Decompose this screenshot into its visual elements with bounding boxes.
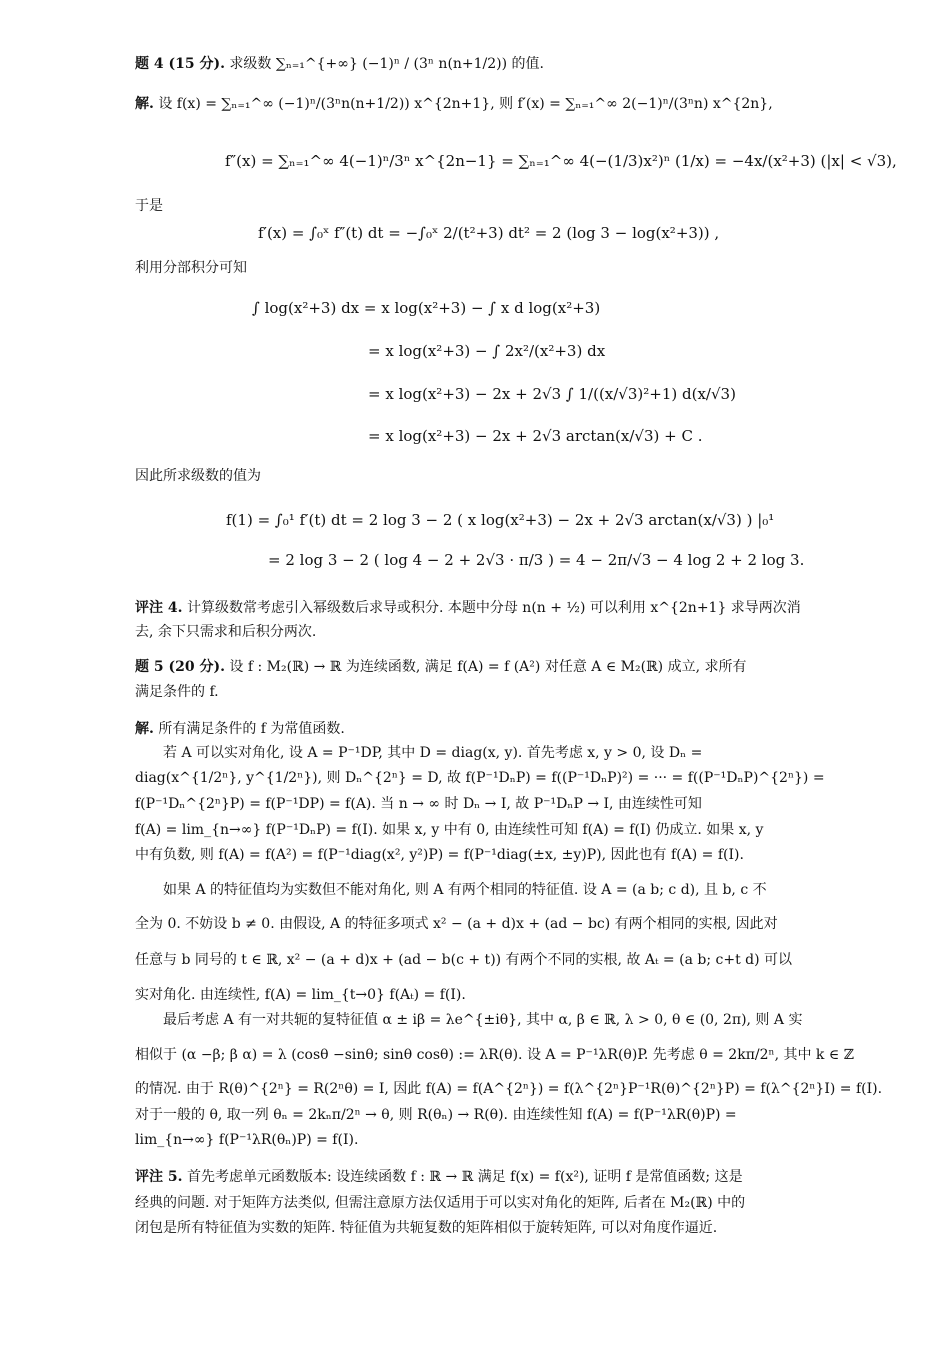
solution-5-l3: f(P⁻¹Dₙ^{2ⁿ}P) = f(P⁻¹DP) = f(A). 当 n → ∞ 时 Dₙ → I, 故 P⁻¹DₙP → I, 由连续性可知 [135,796,702,812]
text-yushi: 于是 [135,198,163,214]
problem-5-line1 [135,657,825,677]
solution-5-intro [135,719,825,739]
solution-5-l1: 若 A 可以实对角化, 设 A = P⁻¹DP, 其中 D = diag(x, y). 首先考虑 x, y > 0, 设 Dₙ = [163,745,703,761]
remark-5-heading: 评注 5. [135,1169,183,1185]
remark-4-line1 [135,598,825,618]
problem-4 [135,54,825,74]
equation-f1-a: f(1) = ∫₀¹ f′(t) dt = 2 log 3 − 2 ( x log(x²+3) − 2x + 2√3 arctan(x/√3) ) |₀¹ [226,511,775,529]
remark-5-line1 [135,1167,825,1187]
solution-5-l12: 的情况. 由于 R(θ)^{2ⁿ} = R(2ⁿθ) = I, 因此 f(A) = f(A^{2ⁿ}) = f(λ^{2ⁿ}P⁻¹R(θ)^{2ⁿ}P) = f(λ^{2ⁿ}I) = f(I). [135,1081,883,1097]
remark-5-line3: 闭包是所有特征值为实数的矩阵. 特征值为共轭复数的矩阵相似于旋转矩阵, 可以对角度作逼近. [135,1220,718,1236]
problem-4-statement: 求级数 ∑ₙ₌₁^{+∞} (−1)ⁿ / (3ⁿ n(n+1/2)) 的值. [229,56,545,72]
solution-5-l9: 实对角化. 由连续性, f(A) = lim_{t→0} f(Aₜ) = f(I). [135,987,466,1003]
solution-5-l2: diag(x^{1/2ⁿ}, y^{1/2ⁿ}), 则 Dₙ^{2ⁿ} = D, 故 f(P⁻¹DₙP) = f((P⁻¹DₙP)²) = ··· = f((P⁻¹DₙP)^{2ⁿ}) = [135,770,825,786]
remark-5-text1: 首先考虑单元函数版本: 设连续函数 f : ℝ → ℝ 满足 f(x) = f(x²), 证明 f 是常值函数; 这是 [186,1169,743,1185]
solution-5-l10: 最后考虑 A 有一对共轭的复特征值 α ± iβ = λe^{±iθ}, 其中 α, β ∈ ℝ, λ > 0, θ ∈ (0, 2π), 则 A 实 [163,1012,803,1028]
solution-5-l8: 任意与 b 同号的 t ∈ ℝ, x² − (a + d)x + (ad − b(c + t)) 有两个不同的实根, 故 Aₜ = (a b; c+t d) 可以 [135,952,793,968]
text-therefore: 因此所求级数的值为 [135,468,261,484]
equation-f-double-prime: f″(x) = ∑ₙ₌₁^∞ 4(−1)ⁿ/3ⁿ x^{2n−1} = ∑ₙ₌₁^∞ 4(−(1/3)x²)ⁿ (1/x) = −4x/(x²+3) (|x| < √3), [225,152,897,170]
solution-5-l11: 相似于 (α −β; β α) = λ (cosθ −sinθ; sinθ cosθ) := λR(θ). 设 A = P⁻¹λR(θ)P. 先考虑 θ = 2kπ/2ⁿ, 其中 k ∈ ℤ [135,1047,854,1063]
solution-4-heading: 解. [135,96,154,112]
solution-5-conclusion: 所有满足条件的 f 为常值函数. [158,721,345,737]
text-integration-by-parts: 利用分部积分可知 [135,260,247,276]
remark-4-line2: 去, 余下只需求和后积分两次. [135,624,317,640]
solution-5-l4: f(A) = lim_{n→∞} f(P⁻¹DₙP) = f(I). 如果 x, y 中有 0, 由连续性可知 f(A) = f(I) 仍成立. 如果 x, y [135,822,764,838]
solution-4-line1: 设 f(x) = ∑ₙ₌₁^∞ (−1)ⁿ/(3ⁿn(n+1/2)) x^{2n+1}, 则 f′(x) = ∑ₙ₌₁^∞ 2(−1)ⁿ/(3ⁿn) x^{2n}, [158,96,773,112]
remark-4-heading: 评注 4. [135,600,183,616]
problem-5-heading: 题 5 (20 分). [135,659,225,675]
solution-5-l5: 中有负数, 则 f(A) = f(A²) = f(P⁻¹diag(x², y²)P) = f(P⁻¹diag(±x, ±y)P), 因此也有 f(A) = f(I). [135,847,744,863]
equation-ibp-2: = x log(x²+3) − ∫ 2x²/(x²+3) dx [368,342,606,360]
problem-5-text1: 设 f : M₂(ℝ) → ℝ 为连续函数, 满足 f(A) = f (A²) 对任意 A ∈ M₂(ℝ) 成立, 求所有 [229,659,747,675]
equation-ibp-1: ∫ log(x²+3) dx = x log(x²+3) − ∫ x d log(x²+3) [252,299,601,317]
problem-5-line2: 满足条件的 f. [135,684,219,700]
equation-f-prime: f′(x) = ∫₀ˣ f″(t) dt = −∫₀ˣ 2/(t²+3) dt² = 2 (log 3 − log(x²+3)) , [258,224,720,242]
problem-4-heading: 题 4 (15 分). [135,56,225,72]
equation-ibp-3: = x log(x²+3) − 2x + 2√3 ∫ 1/((x/√3)²+1) d(x/√3) [368,385,736,403]
solution-5-l6: 如果 A 的特征值均为实数但不能对角化, 则 A 有两个相同的特征值. 设 A = (a b; c d), 且 b, c 不 [163,882,767,898]
solution-5-l14: lim_{n→∞} f(P⁻¹λR(θₙ)P) = f(I). [135,1132,359,1148]
solution-5-heading: 解. [135,721,154,737]
equation-ibp-4: = x log(x²+3) − 2x + 2√3 arctan(x/√3) + C . [368,427,703,445]
equation-f1-b: = 2 log 3 − 2 ( log 4 − 2 + 2√3 · π/3 ) = 4 − 2π/√3 − 4 log 2 + 2 log 3. [268,551,805,569]
solution-5-l7: 全为 0. 不妨设 b ≠ 0. 由假设, A 的特征多项式 x² − (a + d)x + (ad − bc) 有两个相同的实根, 因此对 [135,916,778,932]
solution-4-intro [135,94,825,114]
remark-4-text1: 计算级数常考虑引入幂级数后求导或积分. 本题中分母 n(n + ½) 可以利用 x^{2n+1} 求导两次消 [186,600,801,616]
remark-5-line2: 经典的问题. 对于矩阵方法类似, 但需注意原方法仅适用于可以实对角化的矩阵, 后者在 M₂(ℝ) 中的 [135,1195,746,1211]
solution-5-l13: 对于一般的 θ, 取一列 θₙ = 2kₙπ/2ⁿ → θ, 则 R(θₙ) → R(θ). 由连续性知 f(A) = f(P⁻¹λR(θ)P) = [135,1107,737,1123]
